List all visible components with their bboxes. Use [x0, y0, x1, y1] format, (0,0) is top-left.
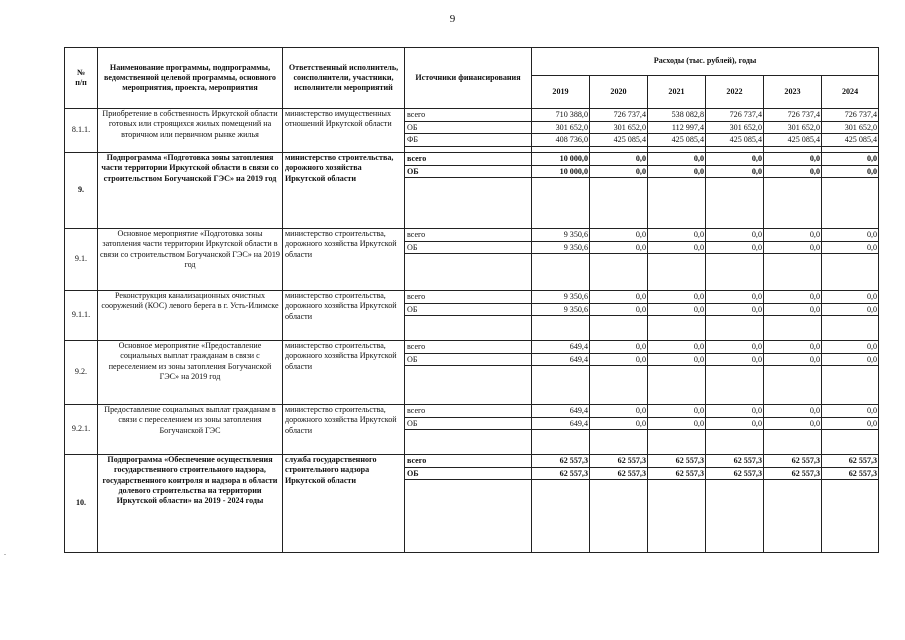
year-values [648, 341, 706, 405]
expense-value: 0,0 [706, 304, 763, 317]
year-values [590, 341, 648, 405]
expense-value: 649,4 [532, 418, 589, 431]
program-name: Предоставление социальных выплат гражданам в связи с переселением из зоны затопления Богучанской ГЭС [98, 405, 283, 455]
expense-value: 301 652,0 [764, 122, 821, 135]
expense-value: 9 350,6 [532, 291, 589, 304]
expense-value: 726 737,4 [590, 109, 647, 122]
header-year: 2022 [706, 76, 764, 109]
funding-source: ОБ [405, 468, 531, 481]
expense-value: 0,0 [590, 153, 647, 166]
expense-value: 0,0 [590, 291, 647, 304]
funding-source: ФБ [405, 134, 531, 147]
funding-source: ОБ [405, 354, 531, 367]
responsible-executor: министерство строительства, дорожного хозяйства Иркутской области [283, 341, 405, 405]
year-values [590, 153, 648, 229]
expense-value: 0,0 [764, 229, 821, 242]
expense-value: 301 652,0 [590, 122, 647, 135]
expenses-table [64, 47, 879, 553]
expense-value: 112 997,4 [648, 122, 705, 135]
funding-sources [405, 153, 532, 229]
header-source: Источники финансирования [405, 48, 532, 109]
table-row [65, 405, 879, 455]
expense-value: 0,0 [648, 229, 705, 242]
year-values [532, 291, 590, 341]
year-values [706, 109, 764, 153]
expense-value: 649,4 [532, 405, 589, 418]
row-number: 8.1.1. [65, 109, 98, 153]
funding-sources [405, 341, 532, 405]
expense-value: 0,0 [706, 242, 763, 255]
funding-source: ОБ [405, 418, 531, 431]
header-responsible: Ответственный исполнитель, соисполнители, участники, исполнители мероприятий [283, 48, 405, 109]
expense-value: 0,0 [590, 341, 647, 354]
program-name: Подпрограмма «Подготовка зоны затопления части территории Иркутской области в связи со строительством Богучанской ГЭС» на 2019 год [98, 153, 283, 229]
expense-value: 10 000,0 [532, 166, 589, 179]
expense-value: 0,0 [822, 304, 878, 317]
expense-value: 0,0 [822, 418, 878, 431]
expense-value: 0,0 [764, 405, 821, 418]
table-row [65, 153, 879, 229]
table-row [65, 455, 879, 553]
expense-value: 301 652,0 [706, 122, 763, 135]
expense-value: 0,0 [706, 153, 763, 166]
expense-value: 62 557,3 [532, 468, 589, 481]
year-values [822, 229, 879, 291]
expense-value: 0,0 [590, 242, 647, 255]
row-number: 9. [65, 153, 98, 229]
year-values [764, 455, 822, 553]
year-values [764, 341, 822, 405]
expense-value: 0,0 [590, 166, 647, 179]
expense-value: 62 557,3 [648, 455, 705, 468]
expense-value: 0,0 [648, 166, 705, 179]
year-values [648, 455, 706, 553]
program-name: Реконструкция канализационных очистных сооружений (КОС) левого берега в г. Усть-Илимске [98, 291, 283, 341]
year-values [822, 153, 879, 229]
year-values [764, 109, 822, 153]
expense-value: 0,0 [648, 354, 705, 367]
responsible-executor: министерство строительства, дорожного хозяйства Иркутской области [283, 291, 405, 341]
year-values [590, 291, 648, 341]
expense-value: 0,0 [706, 291, 763, 304]
header-year: 2020 [590, 76, 648, 109]
expense-value: 0,0 [706, 166, 763, 179]
expense-value: 62 557,3 [590, 455, 647, 468]
table-row [65, 229, 879, 291]
expense-value: 0,0 [590, 229, 647, 242]
expense-value: 0,0 [764, 166, 821, 179]
funding-source: всего [405, 455, 531, 468]
funding-source: ОБ [405, 166, 531, 179]
program-name: Основное мероприятие «Предоставление социальных выплат гражданам в связи с переселением из зоны затопления Богучанской ГЭС» на 2019 год [98, 341, 283, 405]
year-values [532, 341, 590, 405]
expense-value: 0,0 [590, 418, 647, 431]
funding-source: ОБ [405, 304, 531, 317]
expense-value: 0,0 [764, 354, 821, 367]
funding-sources [405, 405, 532, 455]
expense-value: 62 557,3 [648, 468, 705, 481]
funding-source: ОБ [405, 242, 531, 255]
expense-value: 10 000,0 [532, 153, 589, 166]
expense-value: 0,0 [764, 242, 821, 255]
expense-value: 301 652,0 [822, 122, 878, 135]
responsible-executor: служба государственного строительного надзора Иркутской области [283, 455, 405, 553]
program-name: Приобретение в собственность Иркутской области готовых или строящихся жилых помещений на вторичном или первичном рынке жилья [98, 109, 283, 153]
expense-value: 62 557,3 [764, 468, 821, 481]
program-name: Подпрограмма «Обеспечение осуществления государственного строительного надзора, государственного контроля и надзора в области долевого строительства на территории Иркутской области» на 2019 - 2024 годы [98, 455, 283, 553]
expense-value: 425 085,4 [822, 134, 878, 147]
header-name: Наименование программы, подпрограммы, ведомственной целевой программы, основного мероприятия, проекта, мероприятия [98, 48, 283, 109]
funding-sources [405, 291, 532, 341]
year-values [532, 109, 590, 153]
responsible-executor: министерство имущественных отношений Иркутской области [283, 109, 405, 153]
year-values [764, 229, 822, 291]
expense-value: 0,0 [706, 418, 763, 431]
expense-value: 0,0 [648, 242, 705, 255]
responsible-executor: министерство строительства, дорожного хозяйства Иркутской области [283, 153, 405, 229]
year-values [764, 291, 822, 341]
year-values [764, 405, 822, 455]
expense-value: 0,0 [822, 354, 878, 367]
expense-value: 0,0 [590, 405, 647, 418]
funding-source: всего [405, 291, 531, 304]
table-row [65, 341, 879, 405]
row-number: 9.1. [65, 229, 98, 291]
year-values [706, 405, 764, 455]
row-number: 10. [65, 455, 98, 553]
year-values [532, 405, 590, 455]
expense-value: 425 085,4 [764, 134, 821, 147]
expense-value: 0,0 [648, 418, 705, 431]
row-number: 9.2.1. [65, 405, 98, 455]
expense-value: 0,0 [648, 405, 705, 418]
year-values [648, 291, 706, 341]
funding-source: всего [405, 153, 531, 166]
table-row [65, 109, 879, 153]
header-year: 2021 [648, 76, 706, 109]
expense-value: 726 737,4 [822, 109, 878, 122]
year-values [706, 229, 764, 291]
expense-value: 0,0 [590, 354, 647, 367]
year-values [590, 109, 648, 153]
header-num: № п/п [65, 48, 98, 109]
year-values [648, 109, 706, 153]
page-number: 9 [449, 13, 456, 25]
year-values [648, 405, 706, 455]
scan-speck [4, 554, 6, 555]
table-row [65, 291, 879, 341]
expense-value: 0,0 [822, 229, 878, 242]
expense-value: 9 350,6 [532, 304, 589, 317]
funding-source: всего [405, 229, 531, 242]
expense-value: 0,0 [706, 405, 763, 418]
expense-value: 0,0 [764, 341, 821, 354]
year-values [706, 291, 764, 341]
year-values [532, 455, 590, 553]
expense-value: 538 082,8 [648, 109, 705, 122]
expense-value: 0,0 [706, 229, 763, 242]
expense-value: 62 557,3 [590, 468, 647, 481]
expense-value: 0,0 [822, 341, 878, 354]
year-values [648, 229, 706, 291]
expense-value: 0,0 [764, 418, 821, 431]
funding-sources [405, 229, 532, 291]
year-values [706, 341, 764, 405]
year-values [706, 455, 764, 553]
funding-source: всего [405, 341, 531, 354]
responsible-executor: министерство строительства, дорожного хозяйства Иркутской области [283, 229, 405, 291]
expense-value: 0,0 [648, 153, 705, 166]
year-values [648, 153, 706, 229]
expense-value: 0,0 [822, 291, 878, 304]
year-values [822, 291, 879, 341]
funding-source: ОБ [405, 122, 531, 135]
year-values [590, 405, 648, 455]
expense-value: 0,0 [648, 341, 705, 354]
expense-value: 0,0 [822, 166, 878, 179]
expense-value: 408 736,0 [532, 134, 589, 147]
expense-value: 0,0 [764, 304, 821, 317]
expense-value: 62 557,3 [764, 455, 821, 468]
expense-value: 726 737,4 [706, 109, 763, 122]
expense-value: 62 557,3 [532, 455, 589, 468]
expense-value: 649,4 [532, 341, 589, 354]
expense-value: 0,0 [590, 304, 647, 317]
expense-value: 0,0 [822, 153, 878, 166]
expense-value: 710 388,0 [532, 109, 589, 122]
year-values [822, 341, 879, 405]
expense-value: 649,4 [532, 354, 589, 367]
expense-value: 0,0 [822, 242, 878, 255]
program-name: Основное мероприятие «Подготовка зоны затопления части территории Иркутской области в связи со строительством Богучанской ГЭС» на 2019 год [98, 229, 283, 291]
year-values [532, 153, 590, 229]
expense-value: 0,0 [764, 153, 821, 166]
expense-value: 0,0 [648, 304, 705, 317]
expense-value: 0,0 [822, 405, 878, 418]
expense-value: 301 652,0 [532, 122, 589, 135]
expense-value: 62 557,3 [706, 468, 763, 481]
funding-sources [405, 109, 532, 153]
expense-value: 9 350,6 [532, 242, 589, 255]
year-values [822, 405, 879, 455]
funding-source: всего [405, 405, 531, 418]
year-values [590, 455, 648, 553]
row-number: 9.2. [65, 341, 98, 405]
expense-value: 425 085,4 [648, 134, 705, 147]
expense-value: 62 557,3 [822, 455, 878, 468]
responsible-executor: министерство строительства, дорожного хозяйства Иркутской области [283, 405, 405, 455]
year-values [822, 455, 879, 553]
expense-value: 9 350,6 [532, 229, 589, 242]
expense-value: 0,0 [764, 291, 821, 304]
expense-value: 62 557,3 [706, 455, 763, 468]
expense-value: 0,0 [706, 341, 763, 354]
header-year: 2024 [822, 76, 879, 109]
expense-value: 62 557,3 [822, 468, 878, 481]
year-values [532, 229, 590, 291]
expense-value: 0,0 [648, 291, 705, 304]
header-year: 2023 [764, 76, 822, 109]
header-year: 2019 [532, 76, 590, 109]
year-values [822, 109, 879, 153]
year-values [706, 153, 764, 229]
expense-value: 425 085,4 [706, 134, 763, 147]
row-number: 9.1.1. [65, 291, 98, 341]
funding-sources [405, 455, 532, 553]
year-values [764, 153, 822, 229]
year-values [590, 229, 648, 291]
funding-source: всего [405, 109, 531, 122]
expense-value: 425 085,4 [590, 134, 647, 147]
header-expenses: Расходы (тыс. рублей), годы [532, 48, 879, 76]
expense-value: 726 737,4 [764, 109, 821, 122]
expense-value: 0,0 [706, 354, 763, 367]
